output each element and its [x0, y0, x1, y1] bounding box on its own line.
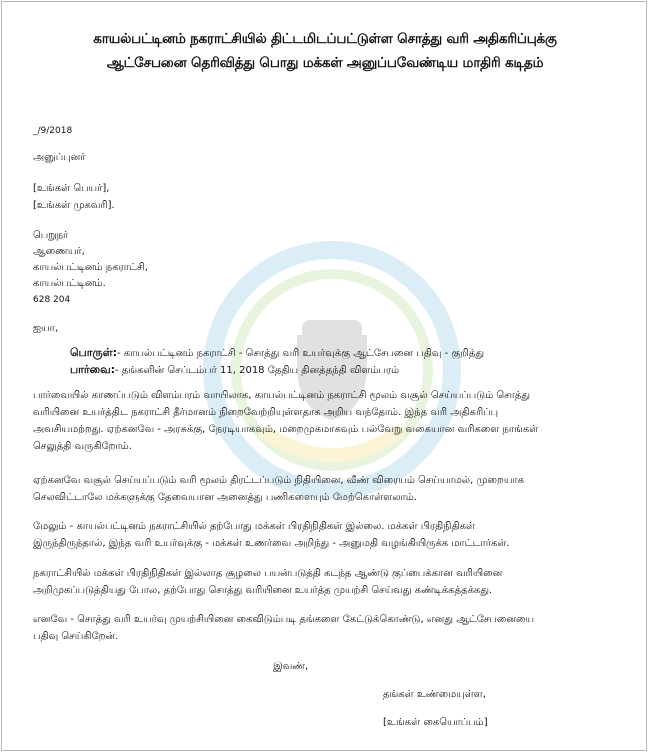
sender-name: [உங்கள் பெயர்],	[33, 183, 110, 194]
paragraph-line: ஏற்கனவே வசூல் செய்யப்படும் வரி மூலம் திரட்டப்படும் நிதியினை, வீண் விரையம் செய்யாமல், முறையாக	[33, 475, 525, 486]
paragraph-line: மேலும் - காயல்பட்டினம் நகராட்சியில் தற்போது மக்கள் பிரதிநிதிகள் இல்லை. மக்கள் பிரதிநிதிகள்	[33, 521, 476, 532]
paragraph-line: அவசியமற்றது. ஏற்கனவே - அரசுக்கு, நேரடியாகவும், மறைமுகமாகவும் பல்வேறு வகையான வரிகளை நாங்கள்	[33, 424, 539, 435]
recipient-office: காயல்பட்டினம் நகராட்சி,	[33, 262, 148, 273]
closing-signature: [உங்கள் கையொப்பம்]	[383, 717, 488, 728]
body-paragraph-4	[33, 565, 623, 599]
salutation: ஐயா,	[33, 323, 59, 334]
body-paragraph-1	[33, 387, 623, 455]
letter-page	[1, 1, 647, 751]
sender-label: அனுப்புனர்	[33, 152, 86, 163]
paragraph-line: அறிமுகப்படுத்தியது போல, தற்போது சொத்து வரியினை உயர்த்த முயற்சி செய்வது கண்டிக்கத்தக்கது.	[33, 585, 493, 596]
recipient-title: ஆணையர்,	[33, 246, 85, 257]
recipient-pincode: 628 204	[33, 295, 71, 305]
sender-address: [உங்கள் முகவரி].	[33, 200, 115, 211]
paragraph-line: பார்வையில் காணப்படும் விளம்பரம் வாயிலாக, காயல்பட்டினம் நகராட்சி மூலம் வசூல் செய்யப்படும் சொத்து	[33, 390, 531, 401]
reference-text: - தங்களின் செப்டம்பர் 11, 2018 தேதிய தினத்தந்தி விளம்பரம்	[115, 365, 400, 376]
recipient-town: காயல்பட்டினம்.	[33, 278, 106, 289]
subject-line	[70, 346, 484, 361]
body-paragraph-3	[33, 518, 623, 552]
subject-label: பொருள்:	[70, 346, 118, 359]
closing-here: இவண்,	[273, 661, 309, 672]
paragraph-line: வரியினை உயர்த்திட நகராட்சி தீர்மானம் நிறைவேற்றியுள்ளதாக அறிய வந்தோம். இந்த வரி அதிகரிப்பு	[33, 407, 499, 418]
closing-yours: தங்கள் உண்மையுள்ள,	[383, 689, 486, 700]
title-line-2: ஆட்சேபனை தெரிவித்து பொது மக்கள் அனுப்பவேண்டிய மாதிரி கடிதம்	[106, 55, 544, 71]
paragraph-line: இருந்திருந்தால், இந்த வரி உயர்வுக்கு - மக்கள் உணர்வை அறிந்து - அனுமதி வழங்கியிருக்க மாட்டார்கள்.	[33, 538, 510, 549]
reference-line	[70, 363, 399, 378]
subject-text: - காயல்பட்டினம் நகராட்சி - சொத்து வரி உயர்வுக்கு ஆட்சேபனை பதிவு - குறித்து	[117, 348, 485, 359]
paragraph-line: எனவே - சொத்து வரி உயர்வு முயற்சியினை கைவிடும்படி தங்களை கேட்டுக்கொண்டு, எனது ஆட்சேபனையை	[33, 614, 535, 625]
recipient-label: பெறுநர்	[33, 230, 69, 241]
reference-label: பார்வை:	[70, 363, 116, 376]
paragraph-line: செலவிட்டாலே மக்களுக்கு தேவையான அனைத்து பணிகளையும் மேற்கொள்ளலாம்.	[33, 492, 417, 503]
body-paragraph-2	[33, 472, 623, 506]
body-paragraph-5	[33, 611, 623, 645]
letter-date: _/9/2018	[33, 126, 73, 136]
title-line-1: காயல்பட்டினம் நகராட்சியில் திட்டமிடப்பட்டுள்ள சொத்து வரி அதிகரிப்புக்கு	[93, 31, 557, 47]
paragraph-line: பதிவு செய்கிறேன்.	[33, 631, 119, 642]
paragraph-line: நகராட்சியில் மக்கள் பிரதிநிதிகள் இல்லாத சூழலை பயன்படுத்தி கடந்த ஆண்டு குப்பைக்கான வரியினை	[33, 568, 503, 579]
paragraph-line: செலுத்தி வருகிறோம்.	[33, 441, 132, 452]
